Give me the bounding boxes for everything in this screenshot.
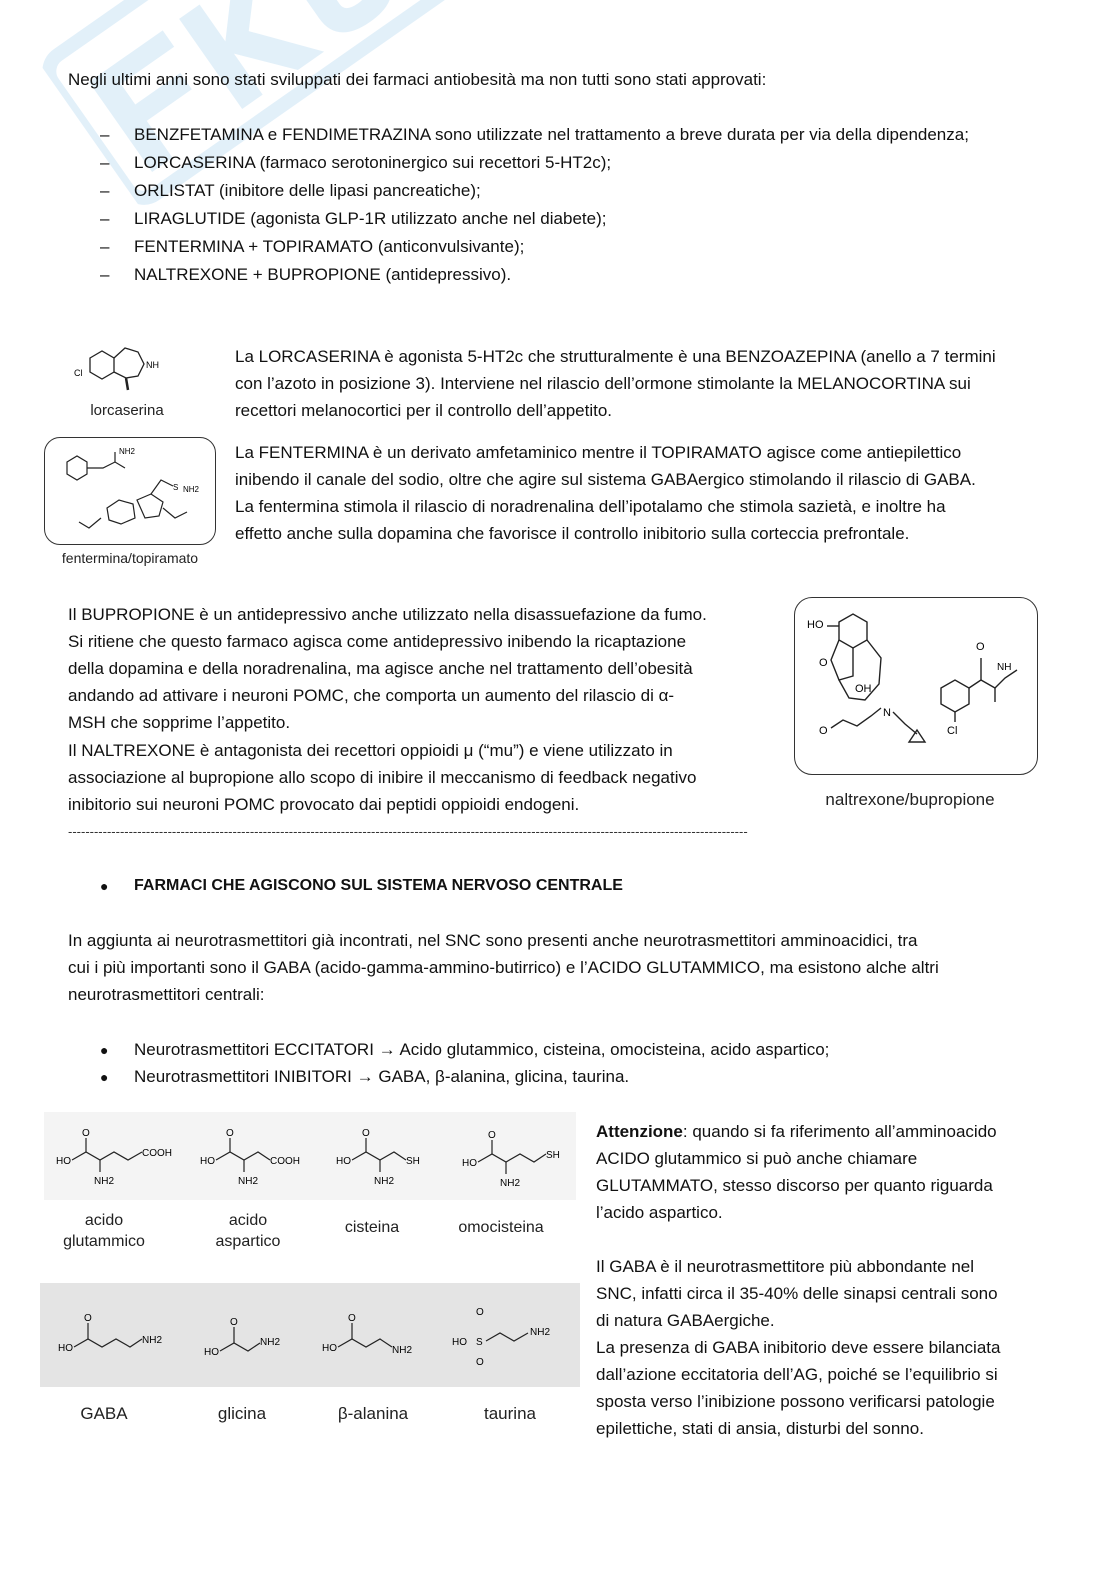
naltrexone-hydroxyl-2: OH bbox=[855, 683, 872, 695]
svg-text:COOH: COOH bbox=[270, 1156, 300, 1167]
glutamic-acid-structure bbox=[56, 1128, 172, 1187]
svg-text:S: S bbox=[476, 1337, 483, 1348]
bupropione-chlorine: Cl bbox=[947, 725, 958, 737]
gaba-text: dall’azione eccitatoria dell’AG, poiché se l’equilibrio si bbox=[596, 1365, 998, 1384]
gaba-text: La presenza di GABA inibitorio deve essere bilanciata bbox=[596, 1338, 1001, 1357]
fentermina-amine: NH2 bbox=[119, 447, 136, 456]
svg-text:O: O bbox=[230, 1317, 238, 1328]
bupropione-text: MSH che sopprime l’appetito. bbox=[68, 713, 291, 732]
list-dash: – bbox=[100, 237, 110, 256]
topiramato-sulfur: S bbox=[173, 483, 179, 492]
lorcaserina-structure bbox=[70, 330, 180, 400]
svg-text:O: O bbox=[476, 1357, 484, 1368]
svg-text:HO: HO bbox=[452, 1337, 467, 1348]
gaba-structure bbox=[58, 1313, 162, 1354]
fentermina-text: La FENTERMINA è un derivato amfetaminico mentre il TOPIRAMATO agisce come antiepilettico bbox=[235, 443, 962, 462]
svg-text:O: O bbox=[362, 1128, 370, 1139]
attenzione-line bbox=[596, 1118, 997, 1145]
list-dash: – bbox=[100, 209, 110, 228]
arrow-icon: → bbox=[378, 1040, 396, 1059]
cysteine-structure bbox=[336, 1128, 420, 1187]
naltrexone-text: associazione al bupropione allo scopo di inibire il meccanismo di feedback negativo bbox=[68, 768, 697, 787]
gaba-text: epilettiche, stati di ansia, disturbi del sonno. bbox=[596, 1419, 924, 1438]
list-item: BENZFETAMINA e FENDIMETRAZINA sono utilizzate nel trattamento a breve durata per via della dipendenza; bbox=[134, 125, 969, 144]
homocysteine-structure bbox=[462, 1130, 560, 1189]
attenzione-first: : quando si fa riferimento all’amminoacido bbox=[682, 1122, 997, 1141]
fentermina-text: effetto anche sulla dopamina che favorisce il controllo inibitorio sulla corteccia prefrontale. bbox=[235, 524, 910, 543]
svg-text:O: O bbox=[84, 1313, 92, 1324]
bupropione-text: Si ritiene che questo farmaco agisca come antidepressivo inibendo la ricaptazione bbox=[68, 632, 687, 651]
naltrexone-text: Il NALTREXONE è antagonista dei recettori oppioidi μ (“mu”) e viene utilizzato in bbox=[68, 741, 673, 760]
list-dash: – bbox=[100, 181, 110, 200]
molecule-label: taurina bbox=[484, 1404, 536, 1423]
svg-text:O: O bbox=[476, 1307, 484, 1318]
molecules-panel-inhibitory bbox=[40, 1283, 580, 1387]
neuro-class-value: GABA, β-alanina, glicina, taurina. bbox=[378, 1067, 630, 1086]
svg-text:HO: HO bbox=[204, 1347, 219, 1358]
svg-text:NH2: NH2 bbox=[94, 1176, 115, 1187]
molecule-label: glicina bbox=[217, 1404, 267, 1423]
chlorine-label: Cl bbox=[74, 368, 83, 378]
svg-text:HO: HO bbox=[58, 1343, 73, 1354]
list-dash: – bbox=[100, 265, 110, 284]
molecule-label: cisteina bbox=[344, 1219, 400, 1236]
naltrexone-ether-o: O bbox=[819, 657, 828, 669]
svg-text:HO: HO bbox=[462, 1158, 477, 1169]
fentermina-text: inibendo il canale del sodio, oltre che agire sul sistema GABAergico stimolando il rilascio di GABA. bbox=[235, 470, 976, 489]
molecule-label: β-alanina bbox=[337, 1404, 409, 1423]
snc-intro: cui i più importanti sono il GABA (acido-gamma-ammino-butirrico) e l’ACIDO GLUTAMMICO, ma esistono alche altri bbox=[68, 958, 939, 977]
list-bullet: ● bbox=[100, 1069, 109, 1085]
gaba-text: sposta verso l’inibizione possono verificarsi patologie bbox=[596, 1392, 995, 1411]
fentermina-text: La fentermina stimola il rilascio di noradrenalina dell’ipotalamo che stimola sazietà, e inoltre ha bbox=[235, 497, 946, 516]
bupropione-amine: NH bbox=[997, 662, 1012, 673]
neuro-class-label: Neurotrasmettitori INIBITORI bbox=[134, 1067, 352, 1086]
svg-text:NH2: NH2 bbox=[142, 1335, 163, 1346]
bupropione-keto-o: O bbox=[976, 641, 985, 653]
svg-text:HO: HO bbox=[200, 1156, 215, 1167]
gaba-text: di natura GABAergiche. bbox=[596, 1311, 775, 1330]
molecule-label: GABA bbox=[80, 1404, 128, 1423]
heading-bullet: ● bbox=[100, 878, 109, 894]
neuro-list-item bbox=[134, 1036, 829, 1063]
svg-text:O: O bbox=[488, 1130, 496, 1141]
neuro-class-label: Neurotrasmettitori ECCITATORI bbox=[134, 1040, 374, 1059]
list-item: NALTREXONE + BUPROPIONE (antidepressivo). bbox=[134, 265, 512, 284]
naltrexone-nitrogen: N bbox=[883, 707, 891, 719]
svg-text:HO: HO bbox=[336, 1156, 351, 1167]
naltrexone-text: inibitorio sui neuroni POMC provocato dai peptidi oppioidi endogeni. bbox=[68, 795, 580, 814]
lorcaserina-text: con l’azoto in posizione 3). Interviene nel rilascio dell’ormone stimolante la MELANOCORTINA sui bbox=[235, 374, 971, 393]
beta-alanine-structure bbox=[322, 1313, 412, 1356]
svg-text:O: O bbox=[82, 1128, 90, 1139]
section-heading: FARMACI CHE AGISCONO SUL SISTEMA NERVOSO CENTRALE bbox=[134, 877, 623, 894]
lorcaserina-text: recettori melanocortici per il controllo dell’appetito. bbox=[235, 401, 613, 420]
bupropione-text: Il BUPROPIONE è un antidepressivo anche utilizzato nella disassuefazione da fumo. bbox=[68, 605, 707, 624]
section-separator: ------------------------------------------------------------------------------------------------------------------------------------------------------------- bbox=[68, 824, 748, 839]
bupropione-text: andando ad attivare i neuroni POMC, che comporta un aumento del rilascio di α- bbox=[68, 686, 675, 705]
list-bullet: ● bbox=[100, 1042, 109, 1058]
list-item: LIRAGLUTIDE (agonista GLP-1R utilizzato anche nel diabete); bbox=[134, 209, 607, 228]
svg-text:NH2: NH2 bbox=[238, 1176, 259, 1187]
taurine-structure bbox=[452, 1307, 550, 1368]
list-item: FENTERMINA + TOPIRAMATO (anticonvulsivante); bbox=[134, 237, 525, 256]
aspartic-acid-structure bbox=[200, 1128, 300, 1187]
molecules-panel-excitatory bbox=[44, 1112, 576, 1200]
arrow-icon: → bbox=[356, 1067, 374, 1086]
snc-intro: In aggiunta ai neurotrasmettitori già incontrati, nel SNC sono presenti anche neurotrasmettitori amminoacidici, tra bbox=[68, 931, 918, 950]
list-item: ORLISTAT (inibitore delle lipasi pancreatiche); bbox=[134, 181, 481, 200]
svg-text:HO: HO bbox=[56, 1156, 71, 1167]
glycine-structure bbox=[204, 1317, 280, 1358]
neuro-class-value: Acido glutammico, cisteina, omocisteina, acido aspartico; bbox=[399, 1040, 830, 1059]
gaba-text: Il GABA è il neurotrasmettitore più abbondante nel bbox=[596, 1257, 975, 1276]
lorcaserina-text: La LORCASERINA è agonista 5-HT2c che strutturalmente è una BENZOAZEPINA (anello a 7 termini bbox=[235, 347, 996, 366]
naltrexone-bupropione-structure bbox=[794, 597, 1038, 775]
svg-text:NH2: NH2 bbox=[530, 1327, 551, 1338]
attenzione-text: l’acido aspartico. bbox=[596, 1203, 723, 1222]
amine-label: NH bbox=[146, 360, 159, 370]
molecule-label: acido glutammico bbox=[63, 1212, 145, 1250]
naltrexone-hydroxyl: HO bbox=[807, 619, 824, 631]
svg-text:O: O bbox=[226, 1128, 234, 1139]
attenzione-bold: Attenzione bbox=[596, 1122, 683, 1141]
attenzione-text: ACIDO glutammico si può anche chiamare bbox=[596, 1149, 918, 1168]
neuro-list-item bbox=[134, 1063, 629, 1090]
svg-text:NH2: NH2 bbox=[260, 1337, 281, 1348]
svg-text:COOH: COOH bbox=[142, 1148, 172, 1159]
lorcaserina-caption: lorcaserina bbox=[90, 402, 164, 419]
snc-intro: neurotrasmettitori centrali: bbox=[68, 985, 265, 1004]
svg-text:NH2: NH2 bbox=[500, 1178, 521, 1189]
molecule-label: omocisteina bbox=[458, 1219, 544, 1236]
list-dash: – bbox=[100, 125, 110, 144]
svg-text:O: O bbox=[348, 1313, 356, 1324]
fentermina-caption: fentermina/topiramato bbox=[61, 550, 199, 566]
molecule-label: acido aspartico bbox=[215, 1212, 281, 1250]
fentermina-topiramato-structure bbox=[44, 437, 216, 545]
svg-text:HO: HO bbox=[322, 1343, 337, 1354]
intro-paragraph: Negli ultimi anni sono stati sviluppati dei farmaci antiobesità ma non tutti sono stati approvati: bbox=[68, 70, 767, 89]
attenzione-text: GLUTAMMATO, stesso discorso per quanto riguarda bbox=[596, 1176, 993, 1195]
gaba-text: SNC, infatti circa il 35-40% delle sinapsi centrali sono bbox=[596, 1284, 998, 1303]
list-dash: – bbox=[100, 153, 110, 172]
svg-text:NH2: NH2 bbox=[374, 1176, 395, 1187]
list-item: LORCASERINA (farmaco serotoninergico sui recettori 5-HT2c); bbox=[134, 153, 612, 172]
topiramato-amine: NH2 bbox=[183, 485, 200, 494]
bupropione-text: della dopamina e della noradrenalina, ma agisce anche nel trattamento dell’obesità bbox=[68, 659, 693, 678]
svg-text:SH: SH bbox=[546, 1150, 560, 1161]
naltrexone-caption: naltrexone/bupropione bbox=[825, 790, 995, 809]
svg-text:NH2: NH2 bbox=[392, 1345, 413, 1356]
naltrexone-keto-o: O bbox=[819, 725, 828, 737]
svg-text:SH: SH bbox=[406, 1156, 420, 1167]
